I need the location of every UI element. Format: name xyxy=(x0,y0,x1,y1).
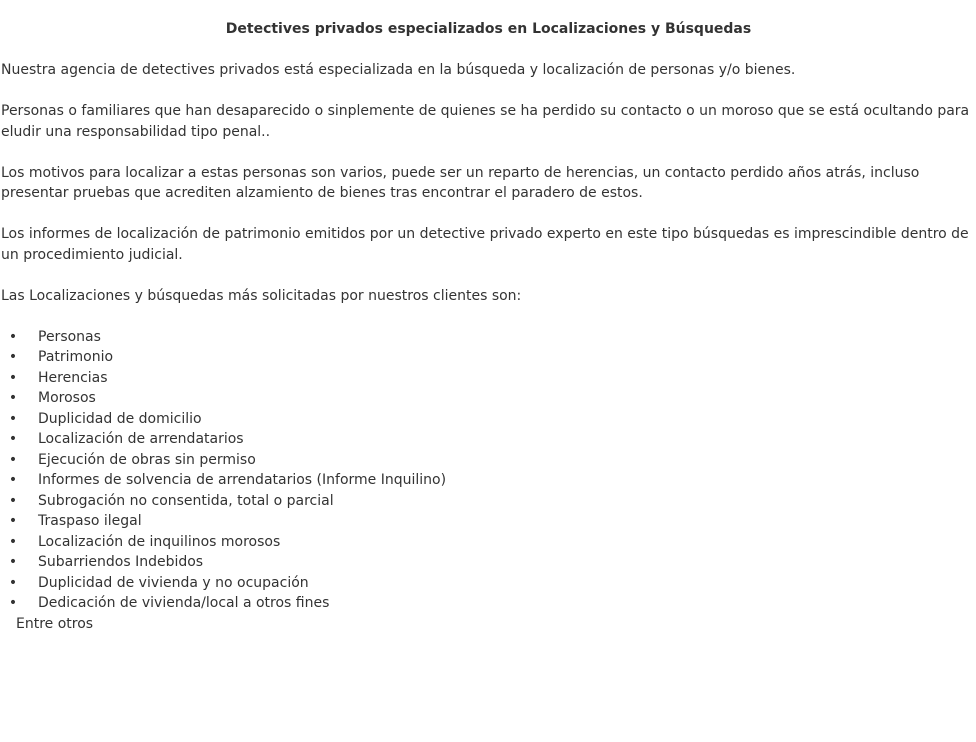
list-item-label: Personas xyxy=(38,328,101,345)
missing-persons-paragraph: Personas o familiares que han desaparecido o sinplemente de quienes se ha perdido su contacto o un moroso que se está ocultando para eludir una responsabilidad tipo penal.. xyxy=(1,103,970,140)
list-item xyxy=(1,552,976,573)
bullet-icon: • xyxy=(8,574,18,591)
list-item-label: Morosos xyxy=(38,390,96,406)
list-intro-paragraph: Las Localizaciones y búsquedas más solicitadas por nuestros clientes son: xyxy=(1,287,522,304)
list-item-label: Traspaso ilegal xyxy=(38,513,142,529)
list-item-label: Subrogación no consentida, total o parcial xyxy=(38,492,334,509)
bullet-icon: • xyxy=(8,554,18,570)
list-item-label: Duplicidad de domicilio xyxy=(38,410,202,427)
bullet-icon: • xyxy=(8,595,18,611)
bullet-icon: • xyxy=(8,451,18,468)
list-item xyxy=(1,368,976,389)
bullet-icon: • xyxy=(8,431,18,447)
list-item xyxy=(1,450,976,471)
list-item xyxy=(1,491,976,512)
list-item xyxy=(1,347,976,368)
list-item xyxy=(1,511,976,532)
bullet-icon: • xyxy=(8,390,18,406)
reports-paragraph: Los informes de localización de patrimonio emitidos por un detective privado experto en este tipo búsquedas es imprescindible dentro de un procedimiento judicial. xyxy=(1,226,969,263)
list-item-label: Subarriendos Indebidos xyxy=(38,554,204,570)
bullet-icon: • xyxy=(8,492,18,509)
services-list xyxy=(1,327,976,614)
list-item xyxy=(1,327,976,348)
bullet-icon: • xyxy=(8,328,18,345)
list-item xyxy=(1,593,976,614)
list-item-label: Patrimonio xyxy=(38,349,114,365)
list-item xyxy=(1,388,976,409)
bullet-icon: • xyxy=(8,369,18,386)
list-item-label: Informes de solvencia de arrendatarios (Informe Inquilino) xyxy=(38,472,447,488)
bullet-icon: • xyxy=(8,513,18,529)
bullet-icon: • xyxy=(8,349,18,365)
list-item xyxy=(1,429,976,450)
bullet-icon: • xyxy=(8,472,18,488)
list-item xyxy=(1,470,976,491)
list-item-label: Duplicidad de vivienda y no ocupación xyxy=(38,574,309,591)
list-item xyxy=(1,409,976,430)
list-item-label: Dedicación de vivienda/local a otros fines xyxy=(38,595,330,611)
page-title: Detectives privados especializados en Localizaciones y Búsquedas xyxy=(225,21,752,37)
intro-paragraph: Nuestra agencia de detectives privados está especializada en la búsqueda y localización de personas y/o bienes. xyxy=(1,62,796,78)
bullet-icon: • xyxy=(8,533,18,550)
bullet-icon: • xyxy=(8,410,18,427)
list-item-label: Localización de arrendatarios xyxy=(38,431,244,447)
list-item xyxy=(1,573,976,594)
closing-text: Entre otros xyxy=(16,615,94,632)
list-item xyxy=(1,532,976,553)
list-item-label: Ejecución de obras sin permiso xyxy=(38,451,256,468)
list-item-label: Localización de inquilinos morosos xyxy=(38,533,281,550)
list-item-label: Herencias xyxy=(38,369,108,386)
reasons-paragraph: Los motivos para localizar a estas personas son varios, puede ser un reparto de herencias, un contacto perdido años atrás, incluso presentar pruebas que acrediten alzamiento de bienes tras encontrar el paradero de estos. xyxy=(1,164,920,201)
